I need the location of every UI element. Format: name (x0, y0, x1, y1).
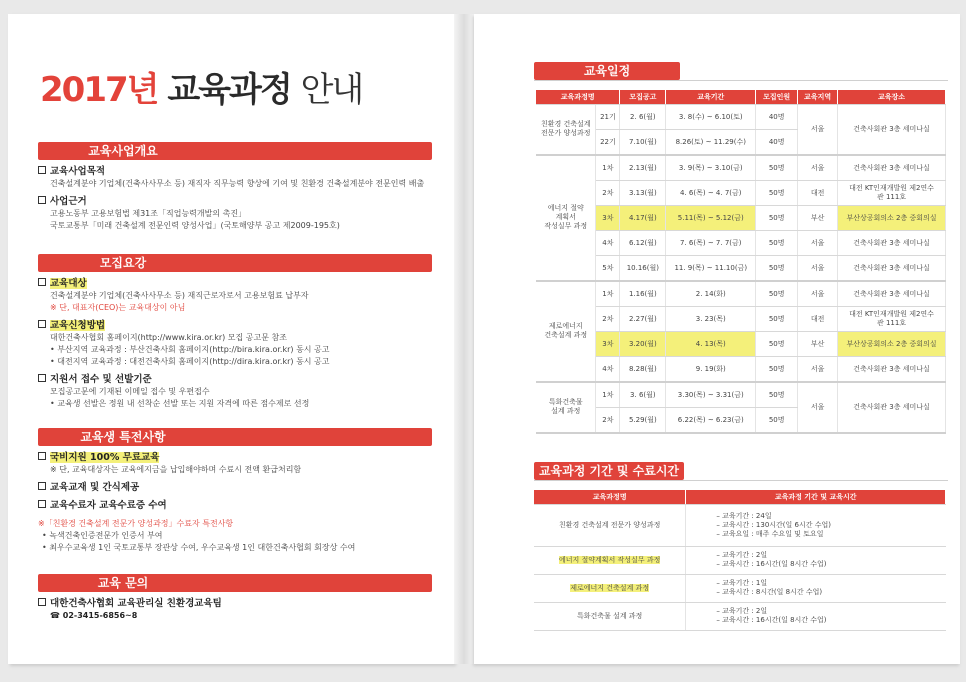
sched-cell: 서울 (798, 382, 838, 433)
sched-course-name: 특화건축물 설계 과정 (536, 382, 596, 433)
sched-col-region: 교육지역 (798, 90, 838, 104)
recruit-selection-line-1: 모집공고문에 기재된 이메일 접수 및 우편접수 (50, 387, 210, 396)
benefits-special-title: ※「친환경 건축설계 전문가 양성과정」수료자 특전사항 (38, 519, 234, 528)
sched-cell: 8.26(토) ~ 11.29(수) (666, 129, 756, 155)
sched-cell: 대전 (798, 306, 838, 331)
overview-block (38, 166, 424, 232)
schedule-header (534, 62, 680, 80)
title-main: 교육과정 (167, 70, 291, 110)
recruit-target-note: ※ 단, 대표자(CEO)는 교육대상이 아님 (50, 303, 186, 312)
sched-cell: 50명 (756, 356, 798, 382)
sched-cell: 부산 (798, 205, 838, 230)
sched-cell: 4차 (596, 356, 620, 382)
sched-cell: 건축사회관 3층 세미나실 (838, 155, 946, 181)
period-course-info: – 교육기간 : 2일 – 교육시간 : 16시간(일 8시간 수업) (686, 602, 946, 630)
sched-cell: 부산상공회의소 2층 중회의실 (838, 331, 946, 356)
sched-cell: 건축사회관 3층 세미나실 (838, 104, 946, 155)
sched-cell: 서울 (798, 255, 838, 281)
sched-cell: 2. 6(월) (620, 104, 666, 129)
table-row (536, 306, 946, 331)
recruit-method-line-2: • 부산지역 교육과정 : 부산건축사회 홈페이지(http://bira.kira.or.kr) 동시 공고 (50, 345, 330, 354)
sched-cell: 1차 (596, 281, 620, 307)
sched-cell: 2.13(월) (620, 155, 666, 181)
period-course-name: 에너지 절약계획서 작성실무 과정 (534, 546, 686, 574)
sched-cell: 3. 9(목) ~ 3.10(금) (666, 155, 756, 181)
period-table (534, 490, 946, 631)
sched-cell: 2차 (596, 407, 620, 433)
sched-cell: 22기 (596, 129, 620, 155)
sched-cell: 7.10(월) (620, 129, 666, 155)
sched-cell: 3. 8(수) ~ 6.10(토) (666, 104, 756, 129)
sched-cell: 50명 (756, 255, 798, 281)
period-course-info: – 교육기간 : 2일 – 교육시간 : 16시간(일 8시간 수업) (686, 546, 946, 574)
sched-col-announce: 모집공고 (620, 90, 666, 104)
table-row (534, 504, 946, 546)
table-row (536, 356, 946, 382)
sched-cell: 건축사회관 3층 세미나실 (838, 230, 946, 255)
benefits-free-heading: 국비지원 100% 무료교육 (38, 452, 355, 464)
sched-cell: 3차 (596, 331, 620, 356)
sched-cell: 건축사회관 3층 세미나실 (838, 281, 946, 307)
sched-cell: 3.13(월) (620, 180, 666, 205)
sched-col-capacity: 모집인원 (756, 90, 798, 104)
sched-cell: 3차 (596, 205, 620, 230)
schedule-header-label: 교육일정 (583, 64, 631, 78)
sched-cell: 2차 (596, 306, 620, 331)
sched-course-name: 친환경 건축설계 전문가 양성과정 (536, 104, 596, 155)
contact-org: 대한건축사협회 교육관리실 친환경교육팀 (38, 598, 222, 610)
schedule-divider (534, 80, 948, 81)
contact-block (38, 598, 222, 622)
sched-cell: 4.17(월) (620, 205, 666, 230)
sched-cell: 11. 9(목) ~ 11.10(금) (666, 255, 756, 281)
sched-cell: 6.22(목) ~ 6.23(금) (666, 407, 756, 433)
sched-cell: 40명 (756, 104, 798, 129)
table-row (534, 574, 946, 602)
overview-basis-heading: 사업근거 (38, 196, 424, 208)
period-col-info: 교육과정 기간 및 교육시간 (686, 490, 946, 504)
sched-cell: 6.12(월) (620, 230, 666, 255)
sched-col-place: 교육장소 (838, 90, 946, 104)
period-course-info: – 교육기간 : 1일 – 교육시간 : 8시간(일 8시간 수업) (686, 574, 946, 602)
title-rest: 안내 (300, 70, 363, 110)
contact-phone: ☎ 02-3415-6856~8 (50, 611, 138, 620)
sched-cell: 서울 (798, 155, 838, 181)
period-header (534, 462, 684, 480)
title-year: 2017년 (40, 70, 158, 110)
overview-header-label: 교육사업개요 (88, 144, 158, 158)
sched-cell: 서울 (798, 281, 838, 307)
sched-cell: 8.28(월) (620, 356, 666, 382)
contact-header-label: 교육 문의 (97, 576, 149, 590)
table-row (536, 255, 946, 281)
recruit-method-line-3: • 대전지역 교육과정 : 대전건축사회 홈페이지(http://dira.kira.or.kr) 동시 공고 (50, 357, 330, 366)
table-row (536, 230, 946, 255)
sched-cell: 4. 13(목) (666, 331, 756, 356)
sched-cell: 5.29(월) (620, 407, 666, 433)
period-course-name: 제로에너지 건축설계 과정 (534, 574, 686, 602)
sched-cell: 대전 KT인재개발원 제2연수관 111호 (838, 180, 946, 205)
period-divider (534, 480, 948, 481)
sched-cell: 4. 6(목) ~ 4. 7(금) (666, 180, 756, 205)
period-course-info: – 교육기간 : 24일 – 교육시간 : 130시간(일 6시간 수업) – 교육요일 : 매주 수요일 및 토요일 (686, 504, 946, 546)
sched-course-name: 에너지 절약 계획서 작성실무 과정 (536, 155, 596, 281)
sched-cell: 서울 (798, 230, 838, 255)
benefits-free-note: ※ 단, 교육대상자는 교육에지금을 납입해야하며 수료시 전액 환급처리함 (50, 465, 302, 474)
sched-cell: 5차 (596, 255, 620, 281)
sched-cell: 7. 6(목) ~ 7. 7(금) (666, 230, 756, 255)
sched-cell: 2차 (596, 180, 620, 205)
benefits-material-heading: 교육교재 및 간식제공 (38, 482, 355, 494)
schedule-table (536, 90, 946, 434)
sched-cell: 건축사회관 3층 세미나실 (838, 255, 946, 281)
recruit-target-text: 건축설계분야 기업체(건축사사무소 등) 재직근로자로서 고용보험료 납부자 (50, 291, 309, 300)
table-row (536, 104, 946, 129)
sched-cell: 부산 (798, 331, 838, 356)
overview-basis-line-1: 고용노동부 고용보험법 제31조「직업능력개발의 촉진」 (50, 209, 247, 218)
sched-cell: 50명 (756, 155, 798, 181)
contact-header (38, 574, 432, 592)
sched-cell: 10.16(월) (620, 255, 666, 281)
recruit-method-heading: 교육신청방법 (38, 320, 330, 332)
sched-cell: 3. 23(목) (666, 306, 756, 331)
table-row (534, 602, 946, 630)
recruit-target-heading: 교육대상 (38, 278, 330, 290)
sched-cell: 50명 (756, 180, 798, 205)
benefits-certificate-heading: 교육수료자 교육수료증 수여 (38, 500, 355, 512)
sched-cell: 건축사회관 3층 세미나실 (838, 356, 946, 382)
sched-cell: 대전 (798, 180, 838, 205)
table-row (536, 155, 946, 181)
recruit-method-line-1: 대한건축사협회 홈페이지(http://www.kira.or.kr) 모집 공고문 참조 (50, 333, 287, 342)
sched-cell: 40명 (756, 129, 798, 155)
period-col-course: 교육과정명 (534, 490, 686, 504)
sched-cell: 3.30(목) ~ 3.31(금) (666, 382, 756, 408)
benefits-header (38, 428, 432, 446)
overview-basis-line-2: 국토교통부「미래 건축설계 전문인력 양성사업」(국토해양부 공고 제2009-195호) (50, 221, 340, 230)
period-course-name: 친환경 건축설계 전문가 양성과정 (534, 504, 686, 546)
sched-cell: 건축사회관 3층 세미나실 (838, 382, 946, 433)
sched-cell: 50명 (756, 407, 798, 433)
sched-cell: 50명 (756, 306, 798, 331)
period-header-label: 교육과정 기간 및 수료시간 (538, 464, 680, 478)
recruit-header-label: 모집요강 (99, 256, 147, 270)
sched-cell: 1차 (596, 382, 620, 408)
recruit-header (38, 254, 432, 272)
benefits-header-label: 교육생 특전사항 (80, 430, 166, 444)
sched-cell: 21기 (596, 104, 620, 129)
benefits-special-1: • 녹색건축인증전문가 인증서 부여 (42, 531, 163, 540)
benefits-special-2: • 최우수교육생 1인 국토교통부 장관상 수여, 우수교육생 1인 대한건축사협회 회장상 수여 (42, 543, 356, 552)
sched-cell: 3.20(월) (620, 331, 666, 356)
sched-cell: 서울 (798, 104, 838, 155)
sched-cell: 4차 (596, 230, 620, 255)
table-row (536, 281, 946, 307)
sched-cell: 50명 (756, 205, 798, 230)
period-course-name: 특화건축물 설계 과정 (534, 602, 686, 630)
sched-cell: 2.27(월) (620, 306, 666, 331)
sched-col-period: 교육기간 (666, 90, 756, 104)
sched-cell: 50명 (756, 281, 798, 307)
sched-cell: 서울 (798, 356, 838, 382)
table-row (536, 331, 946, 356)
overview-purpose-text: 건축설계분야 기업체(건축사사무소 등) 재직자 직무능력 향상에 기여 및 친환경 건축설계분야 전문인력 배출 (50, 179, 425, 188)
overview-header (38, 142, 432, 160)
overview-purpose-heading: 교육사업목적 (38, 166, 424, 178)
sched-cell: 부산상공회의소 2층 중회의실 (838, 205, 946, 230)
page-gutter (454, 14, 474, 664)
sched-cell: 1.16(월) (620, 281, 666, 307)
sched-cell: 9. 19(화) (666, 356, 756, 382)
sched-cell: 대전 KT인재개발원 제2연수관 111호 (838, 306, 946, 331)
recruit-selection-line-2: • 교육생 선발은 정원 내 선착순 선발 또는 지원 자격에 따른 점수제로 선정 (50, 399, 310, 408)
sched-cell: 3. 6(월) (620, 382, 666, 408)
table-row (536, 382, 946, 408)
recruit-block (38, 278, 330, 410)
sched-cell: 2. 14(화) (666, 281, 756, 307)
sched-cell: 5.11(목) ~ 5.12(금) (666, 205, 756, 230)
sched-course-name: 제로에너지 건축설계 과정 (536, 281, 596, 382)
table-row (536, 180, 946, 205)
sched-cell: 1차 (596, 155, 620, 181)
page-title (40, 62, 362, 111)
sched-cell: 50명 (756, 382, 798, 408)
recruit-selection-heading: 지원서 접수 및 선발기준 (38, 374, 330, 386)
table-row (534, 546, 946, 574)
sched-cell: 50명 (756, 331, 798, 356)
table-row (536, 205, 946, 230)
sched-col-course: 교육과정명 (536, 90, 620, 104)
benefits-block (38, 452, 355, 554)
sched-cell: 50명 (756, 230, 798, 255)
